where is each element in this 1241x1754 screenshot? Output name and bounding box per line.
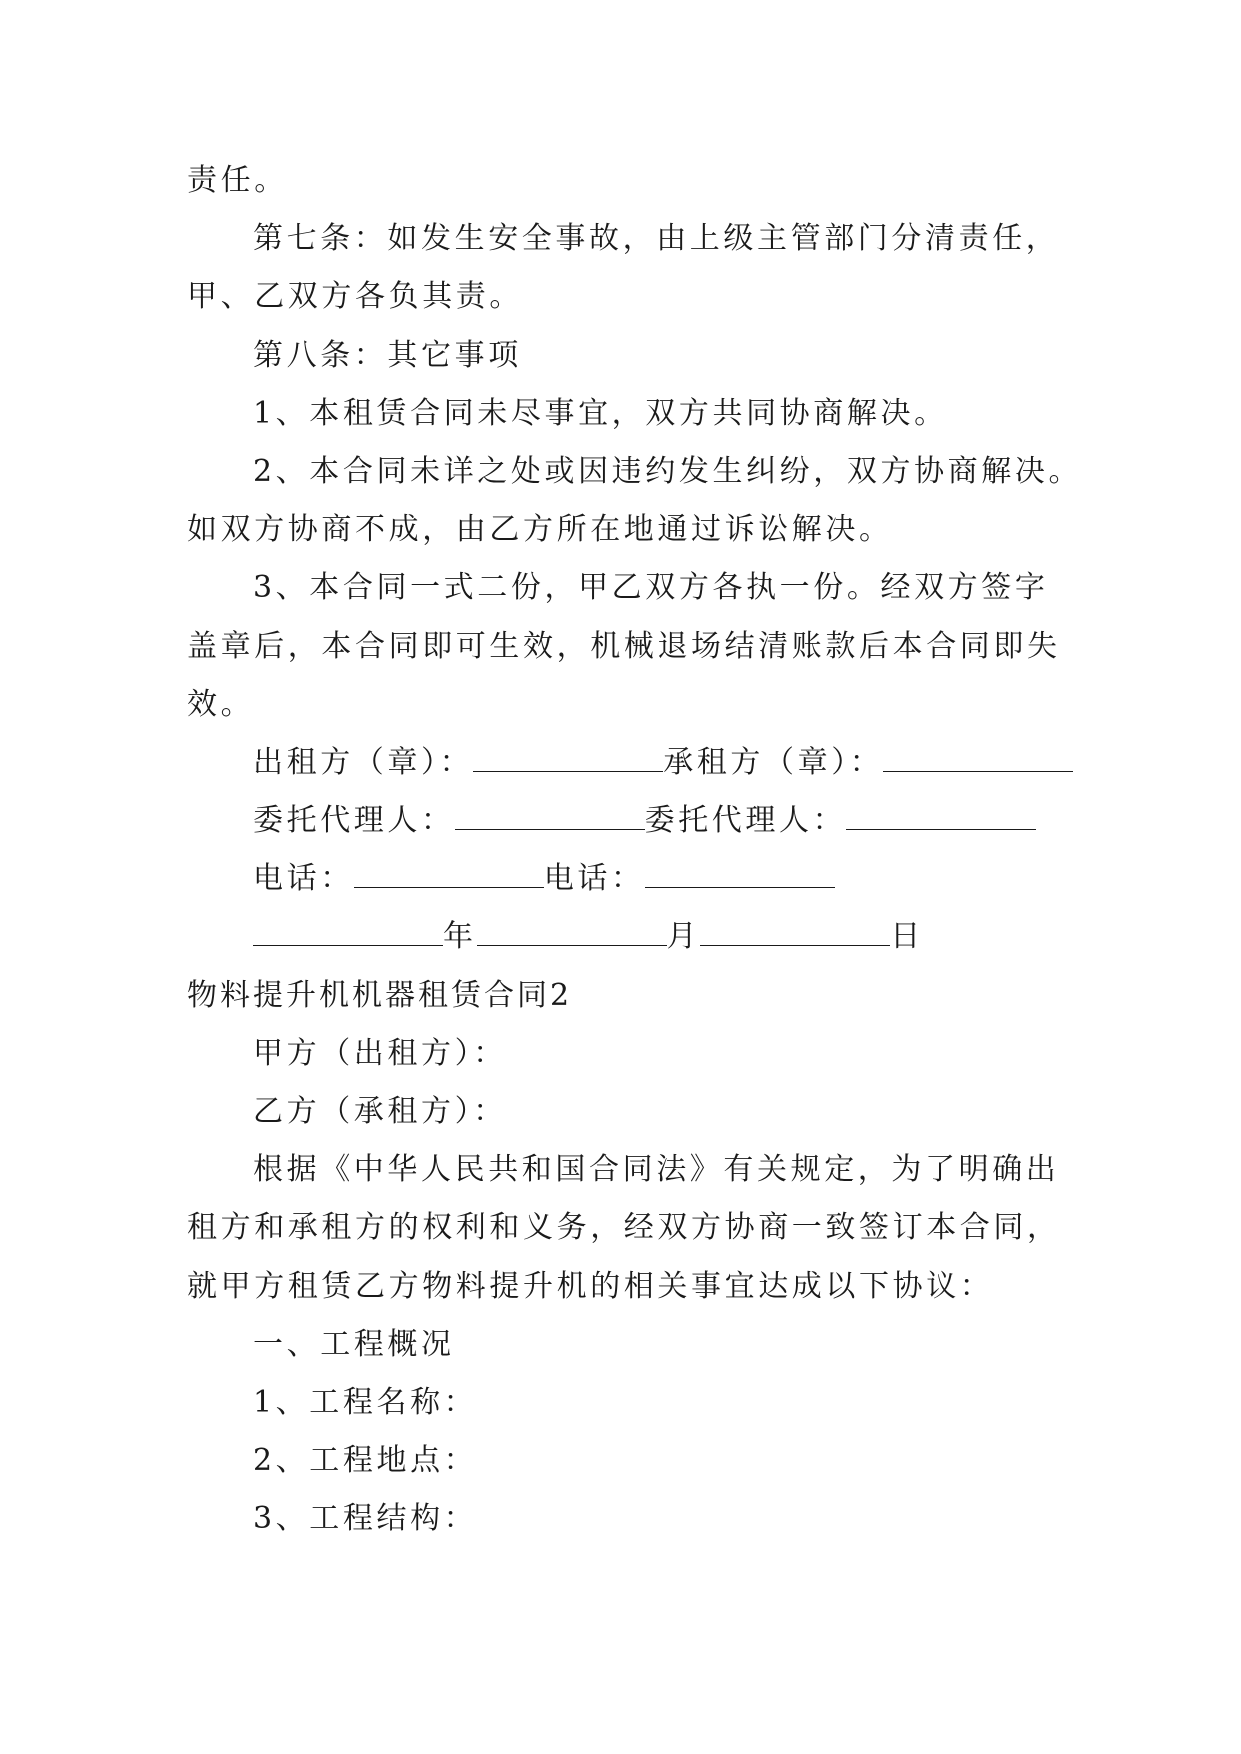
agent-label-lessor: 委托代理人： <box>253 803 455 839</box>
article-eight-heading: 第八条：其它事项 <box>253 337 522 373</box>
month-blank <box>477 919 667 946</box>
phone-label-lessee: 电话： <box>543 861 645 897</box>
day-label: 日 <box>890 919 924 955</box>
article-seven-line: 第七条：如发生安全事故，由上级主管部门分清责任， <box>253 221 1060 257</box>
agent-row <box>187 792 1067 850</box>
paragraph-line: 甲、乙双方各负其责。 <box>187 279 523 315</box>
contract-title: 物料提升机机器租赁合同2 <box>187 977 573 1013</box>
paragraph-line: 效。 <box>187 686 255 722</box>
agent-blank-lessee <box>846 803 1036 830</box>
year-label: 年 <box>443 919 477 955</box>
lessee-seal-label: 承租方（章）： <box>663 744 884 780</box>
preamble-line: 租方和承租方的权利和义务，经双方协商一致签订本合同， <box>187 1210 1061 1246</box>
clause-line: 1、本租赁合同未尽事宜，双方共同协商解决。 <box>253 395 948 431</box>
project-structure-item: 3、工程结构： <box>253 1501 478 1537</box>
lessor-seal-blank <box>473 745 663 772</box>
lessee-seal-blank <box>883 745 1073 772</box>
phone-blank-lessor <box>354 861 544 888</box>
section-heading: 一、工程概况 <box>253 1326 455 1362</box>
date-row <box>187 908 1067 966</box>
paragraph-line: 如双方协商不成，由乙方所在地通过诉讼解决。 <box>187 512 893 548</box>
agent-label-lessee: 委托代理人： <box>644 803 847 839</box>
day-blank <box>700 919 890 946</box>
document-body <box>187 152 1083 1549</box>
phone-row <box>187 850 1067 908</box>
project-location-item: 2、工程地点： <box>253 1443 478 1479</box>
agent-blank-lessor <box>455 803 645 830</box>
clause-line: 3、本合同一式二份，甲乙双方各执一份。经双方签字 <box>253 570 1049 606</box>
year-blank <box>253 919 443 946</box>
preamble-line: 就甲方租赁乙方物料提升机的相关事宜达成以下协议： <box>187 1268 994 1304</box>
party-b-line: 乙方（承租方）： <box>253 1094 507 1129</box>
phone-label-lessor: 电话： <box>253 861 354 897</box>
paragraph-line: 盖章后，本合同即可生效，机械退场结清账款后本合同即失 <box>187 628 1061 664</box>
month-label: 月 <box>666 919 701 955</box>
phone-blank-lessee <box>645 861 835 888</box>
project-name-item: 1、工程名称： <box>253 1384 478 1420</box>
signature-row <box>187 734 1067 792</box>
paragraph-line: 责任。 <box>187 163 288 198</box>
clause-line: 2、本合同未详之处或因违约发生纠纷，双方协商解决。 <box>253 453 1083 489</box>
lessor-seal-label: 出租方（章）： <box>253 744 474 780</box>
preamble-line: 根据《中华人民共和国合同法》有关规定，为了明确出 <box>253 1152 1060 1188</box>
party-a-line: 甲方（出租方）： <box>253 1035 507 1071</box>
